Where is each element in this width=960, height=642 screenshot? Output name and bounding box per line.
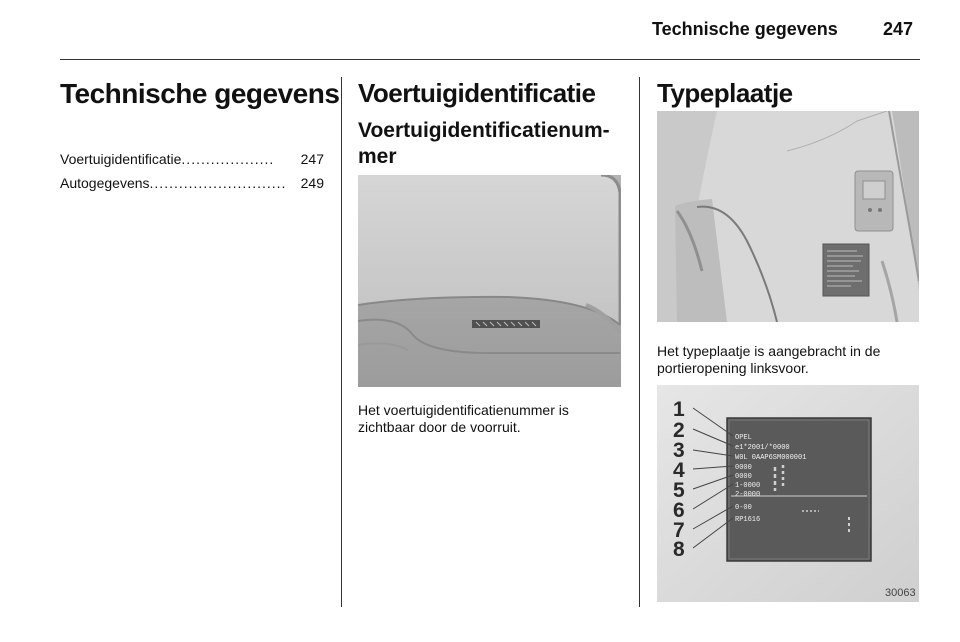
plate-line: 1-0000 [735,482,761,490]
toc-entry-page: 247 [300,151,324,167]
toc-entry-label: Autogegevens [60,175,150,191]
column-divider [341,77,342,607]
toc-leader-dots: ............................ [149,175,287,191]
plate-line: 0000 [735,473,752,481]
door-opening-photo [657,111,919,322]
callout-number: 7 [673,519,685,542]
column-divider [639,77,640,607]
plate-line: 2-0000 [735,491,761,499]
header-divider [60,59,920,60]
callout-number: 3 [673,439,685,462]
chapter-title: Technische gegevens [60,78,340,109]
plate-line: 0-00 [735,504,752,512]
plate-line: W0L 0AAP6SM000001 [735,454,807,462]
toc-entry[interactable] [60,175,324,199]
toc-entry-page: 249 [300,175,324,191]
callout-number: 8 [673,538,685,561]
toc-leader-dots: ................... [181,151,275,167]
plate-line: 0000 [735,464,752,472]
plate-line: OPEL [735,434,752,442]
callout-number: 5 [673,479,685,502]
plate-line: e1*2001/*0000 [735,444,790,452]
callout-number: 4 [673,459,685,482]
table-of-contents [60,151,324,199]
section-heading-vehicle-id: Voertuigidentificatie [358,78,596,108]
vin-windshield-photo [358,175,621,387]
page-number: 247 [883,19,914,39]
callout-number: 1 [673,398,685,421]
toc-entry[interactable] [60,151,324,175]
typeplate-description: Het typeplaatje is aangebracht in de portieropening linksvoor. [657,343,881,376]
vin-description: Het voertuigidentificatienummer is zichtbaar door de voorruit. [358,402,569,435]
callout-number: 6 [673,499,685,522]
callout-number: 2 [673,419,685,442]
toc-entry-label: Voertuigidentificatie [60,151,182,167]
typeplate-detail-illustration [657,385,919,602]
image-code: 30063 [885,587,916,599]
plate-line: RP1616 [735,516,761,524]
section-heading-typeplate: Typeplaatje [657,78,793,108]
page-header-title: Technische gegevens [652,19,838,39]
subheading-vin: Voertuigidentificatienum-mer [358,119,610,168]
